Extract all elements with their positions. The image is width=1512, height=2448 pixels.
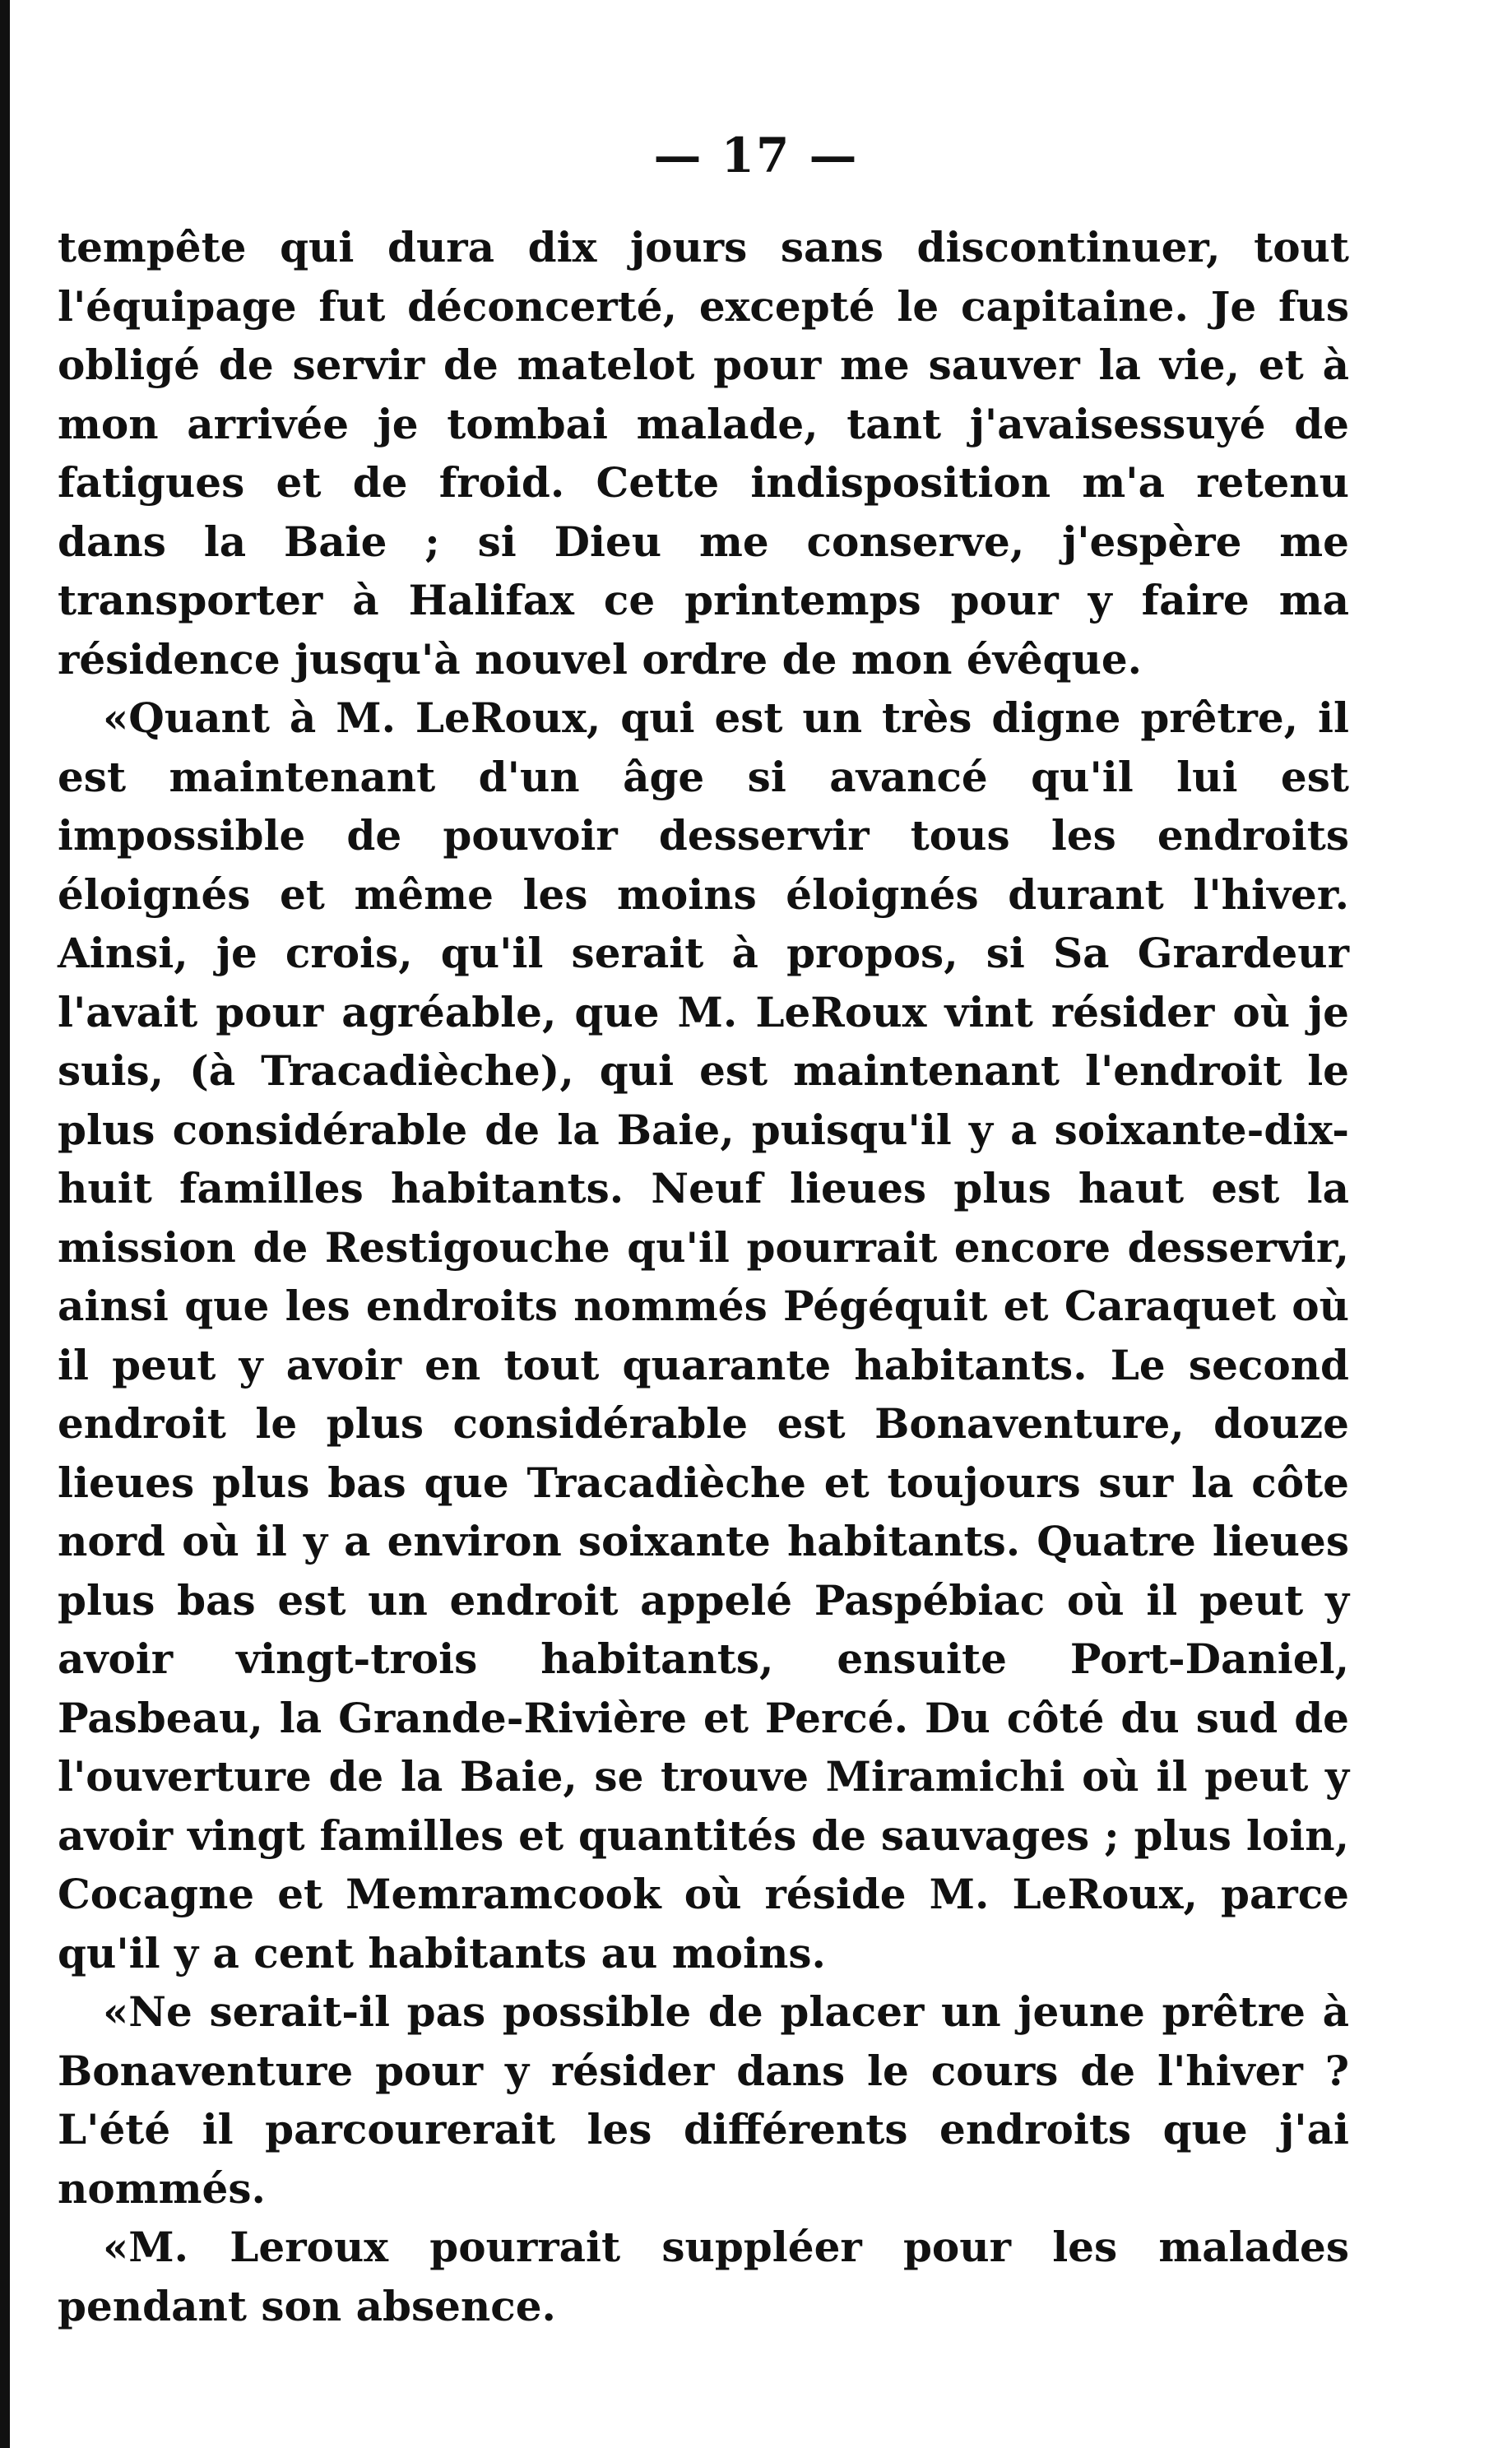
paragraph-absence: «M. Leroux pourrait suppléer pour les malades pendant son absence. xyxy=(58,2223,1349,2330)
paragraph-bonaventure: «Ne serait-il pas possible de placer un jeune prêtre à Bonaventure pour y résider dans le cours de l'hiver ? L'été il parcourerait les différents endroits que j'ai nommés. xyxy=(58,1987,1349,2213)
paragraph-leroux: «Quant à M. LeRoux, qui est un très digne prêtre, il est maintenant d'un âge si avancé qu'il lui est impossible de pouvoir desservir tous les endroits éloignés et même les moins éloignés durant l'hiver. Ainsi, je crois, qu'il serait à propos, si Sa Grardeur l'avait pour agréable, que M. LeRoux vint résider où je suis, (à Tracadièche), qui est maintenant l'endroit le plus considérable de la Baie, puisqu'il y a soixante-dix-huit familles habitants. Neuf lieues plus haut est la mission de Restigouche qu'il pourrait encore desservir, ainsi que les endroits nommés Pégéquit et Caraquet où il peut y avoir en tout quarante habitants. Le second endroit le plus considérable est Bonaventure, douze lieues plus bas que Tracadièche et toujours sur la côte nord où il y a environ soixante habitants. Quatre lieues plus bas est un endroit appelé Paspébiac où il peut y avoir vingt-trois habitants, ensuite Port-Daniel, Pasbeau, la Grande-Rivière et Percé. Du côté du sud de l'ouverture de la Baie, se trouve Miramichi où il peut y avoir vingt familles et quantités de sauvages ; plus loin, Cocagne et Memramcook où réside M. LeRoux, parce qu'il y a cent habitants au moins. xyxy=(58,693,1349,1977)
page-number: — 17 — xyxy=(653,128,859,183)
paragraph-continuation: tempête qui dura dix jours sans discontinuer, tout l'équipage fut déconcerté, excepté le capitaine. Je fus obligé de servir de matelot pour me sauver la vie, et à mon arrivée je tombai malade, tant j'avaisessuyé de fatigues et de froid. Cette indisposition m'a retenu dans la Baie ; si Dieu me conserve, j'espère me transporter à Halifax ce printemps pour y faire ma résidence jusqu'à nouvel ordre de mon évêque. xyxy=(58,223,1349,684)
page-edge-shadow xyxy=(0,0,10,2448)
page-body-text xyxy=(58,218,1349,2335)
